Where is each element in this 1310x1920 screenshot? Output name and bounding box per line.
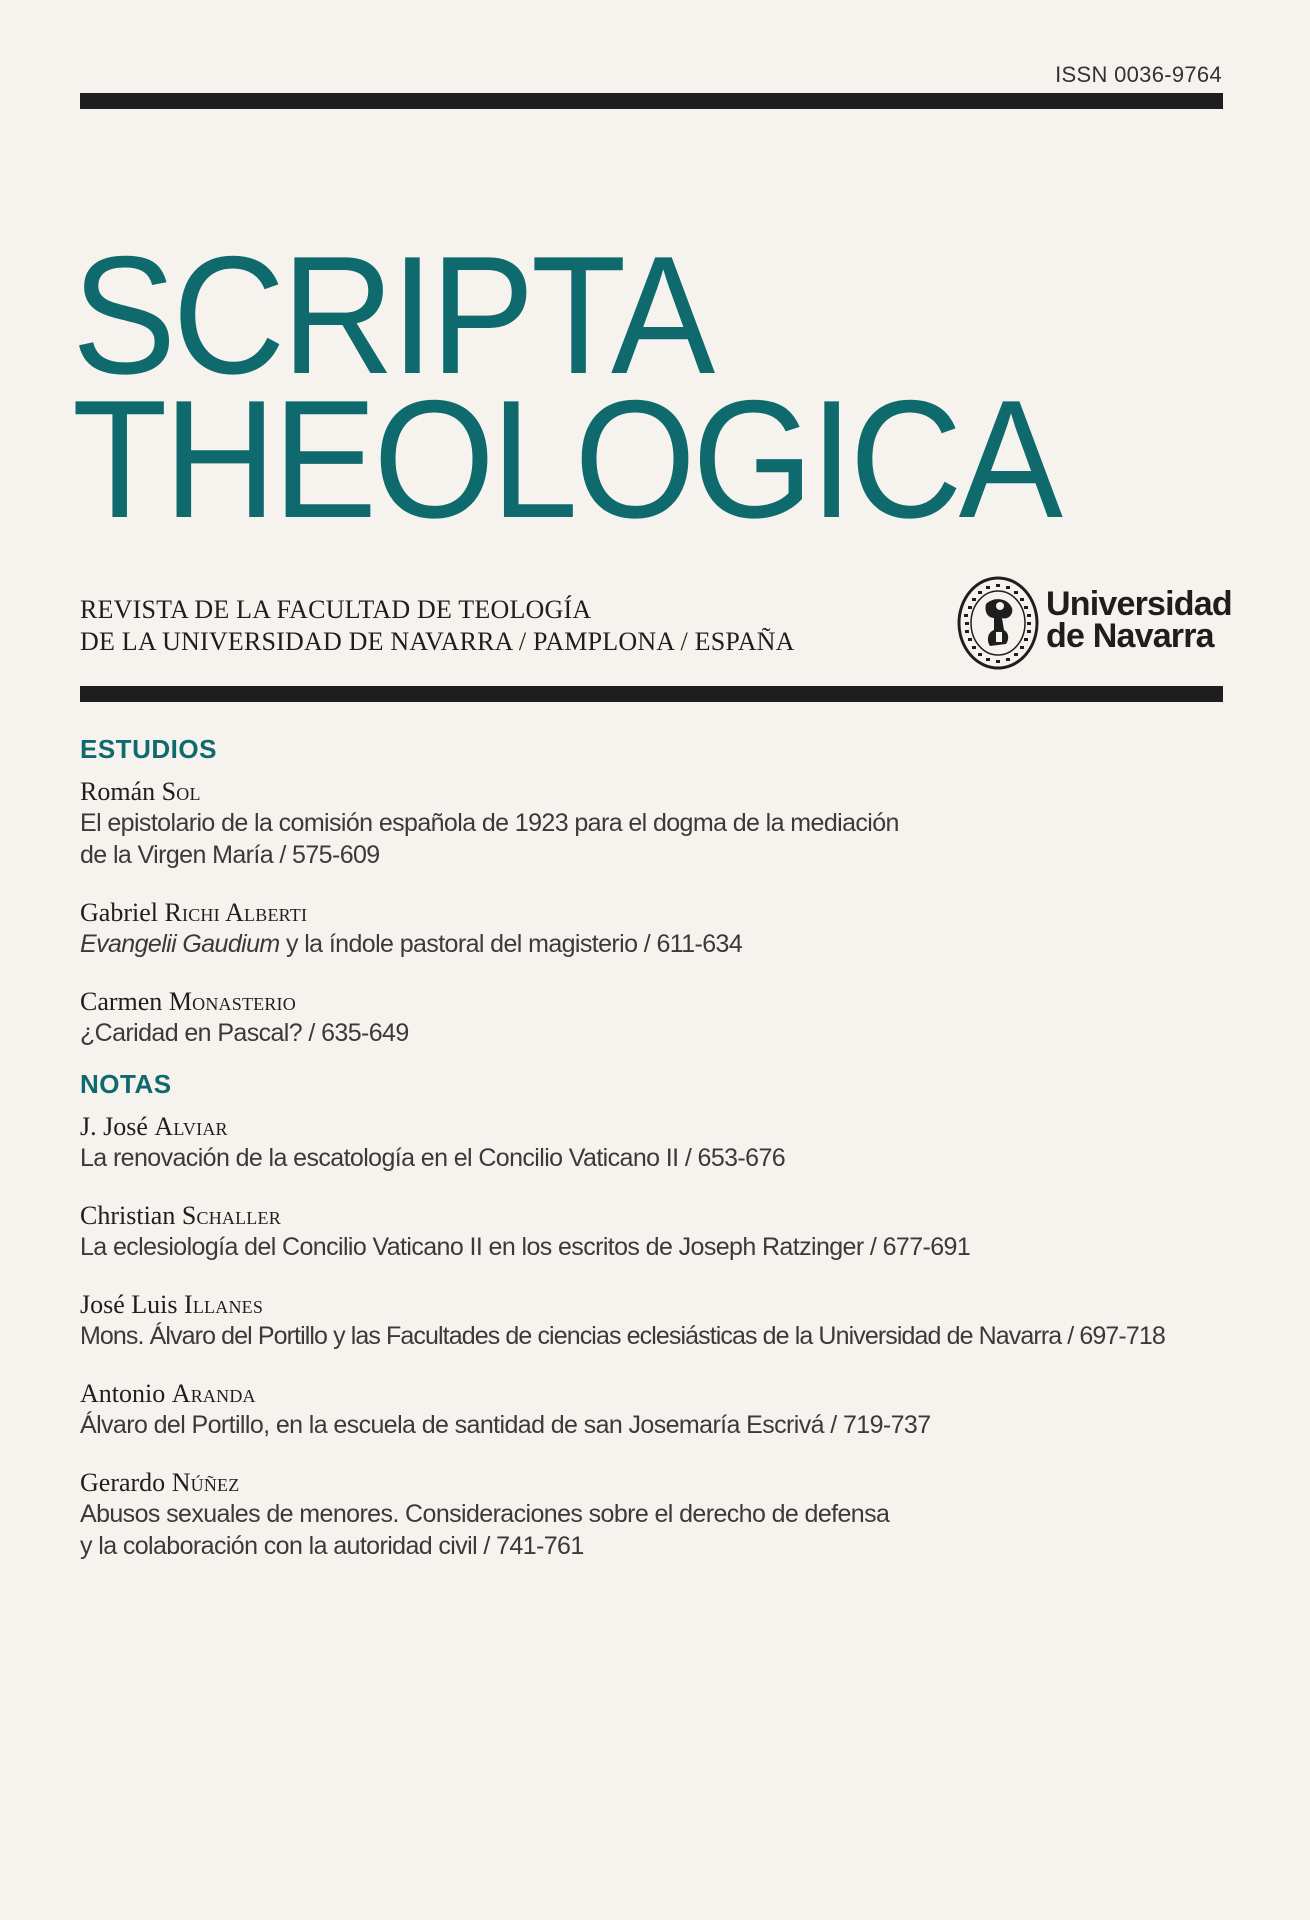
article-title — [80, 807, 1230, 871]
article-title-line2: y la colaboración con la autoridad civil / 741-761 — [80, 1532, 584, 1560]
university-name-line2: de Navarra — [1046, 617, 1214, 655]
university-name-line1: Universidad — [1046, 585, 1232, 623]
author-given-name: Christian — [80, 1201, 176, 1230]
university-logo — [956, 572, 1232, 672]
journal-title-line1: SCRIPTA — [72, 220, 712, 409]
subtitle-line1: REVISTA DE LA FACULTAD DE TEOLOGÍA — [80, 595, 592, 624]
article-title — [80, 1409, 1230, 1441]
article-title-line1: Mons. Álvaro del Portillo y las Facultades de ciencias eclesiásticas de la Universidad de Navarra / 697-718 — [80, 1322, 1165, 1350]
author-given-name: Gerardo — [80, 1468, 166, 1497]
article-title — [80, 1142, 1230, 1174]
author-surname: Schaller — [181, 1201, 281, 1230]
article-entry — [80, 776, 1230, 871]
article-author — [80, 1378, 1230, 1409]
author-surname: Aranda — [171, 1379, 256, 1408]
article-title-line1: ¿Caridad en Pascal? / 635-649 — [80, 1019, 409, 1047]
subtitle-line2: DE LA UNIVERSIDAD DE NAVARRA / PAMPLONA / ESPAÑA — [80, 627, 795, 656]
section-heading-notas: NOTAS — [80, 1069, 172, 1099]
author-given-name: Román — [80, 777, 156, 806]
article-author — [80, 897, 1230, 928]
article-entry — [80, 897, 1230, 960]
author-surname: Núñez — [171, 1468, 240, 1497]
article-entry — [80, 986, 1230, 1049]
journal-title-line2: THEOLOGICA — [72, 364, 1060, 553]
author-given-name: Carmen — [80, 987, 163, 1016]
journal-subtitle — [80, 594, 795, 658]
article-title-line1: El epistolario de la comisión española de 1923 para el dogma de la mediación — [80, 809, 899, 837]
author-surname: Illanes — [184, 1290, 264, 1319]
article-title-line1: Álvaro del Portillo, en la escuela de santidad de san Josemaría Escrivá / 719-737 — [80, 1411, 931, 1439]
author-given-name: J. José — [80, 1112, 148, 1141]
article-author — [80, 986, 1230, 1017]
issn-number: ISSN 0036-9764 — [1055, 62, 1222, 87]
author-given-name: José Luis — [80, 1290, 178, 1319]
middle-rule — [80, 686, 1223, 702]
article-title-line1: La renovación de la escatología en el Concilio Vaticano II / 653-676 — [80, 1144, 786, 1172]
article-entry — [80, 1200, 1230, 1263]
author-surname: Richi Alberti — [164, 898, 308, 927]
author-surname: Sol — [161, 777, 201, 806]
article-title-line2: de la Virgen María / 575-609 — [80, 841, 380, 869]
article-author — [80, 1467, 1230, 1498]
article-author — [80, 1111, 1230, 1142]
author-surname: Alviar — [154, 1112, 228, 1141]
article-entry — [80, 1378, 1230, 1441]
author-surname: Monasterio — [168, 987, 296, 1016]
university-name — [1046, 585, 1232, 655]
article-entry — [80, 1467, 1230, 1562]
university-seal-icon — [956, 574, 1040, 672]
article-title-italic: Evangelii Gaudium — [80, 930, 280, 958]
author-given-name: Gabriel — [80, 898, 158, 927]
table-of-contents — [80, 732, 1230, 1562]
article-title — [80, 1017, 1230, 1049]
journal-title — [72, 220, 1060, 553]
article-author — [80, 1289, 1230, 1320]
article-title — [80, 1498, 1230, 1562]
article-title-line1: La eclesiología del Concilio Vaticano II en los escritos de Joseph Ratzinger / 677-691 — [80, 1233, 971, 1261]
article-title — [80, 928, 1230, 960]
article-author — [80, 1200, 1230, 1231]
article-title — [80, 1320, 1230, 1352]
article-title-line1: Abusos sexuales de menores. Consideraciones sobre el derecho de defensa — [80, 1500, 890, 1528]
article-author — [80, 776, 1230, 807]
top-rule — [80, 93, 1223, 109]
article-title — [80, 1231, 1230, 1263]
article-entry — [80, 1289, 1230, 1352]
article-title-rest: y la índole pastoral del magisterio / 611-634 — [279, 930, 743, 958]
article-entry — [80, 1111, 1230, 1174]
author-given-name: Antonio — [80, 1379, 166, 1408]
section-heading-estudios: ESTUDIOS — [80, 734, 217, 764]
